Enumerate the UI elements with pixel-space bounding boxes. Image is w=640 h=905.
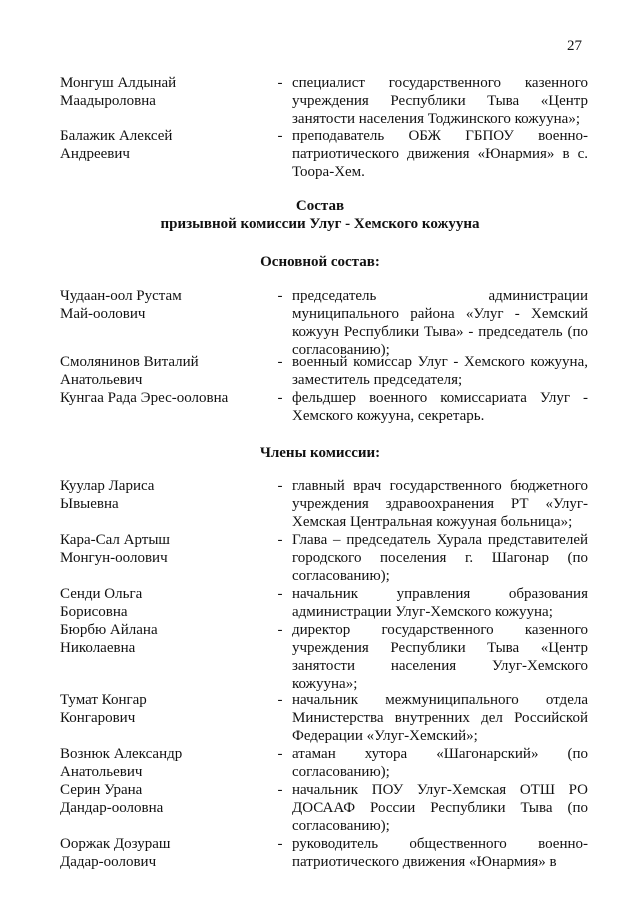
description-line: администрации Улуг-Хемского кожууна; bbox=[292, 604, 553, 620]
section-title: Состав bbox=[295, 198, 345, 214]
position-description bbox=[292, 127, 588, 181]
list-item bbox=[60, 621, 588, 693]
description-line: согласованию); bbox=[292, 342, 390, 358]
main-composition-heading: Основной состав: bbox=[260, 254, 380, 270]
dash-separator: - bbox=[277, 746, 283, 762]
person-name: Чудаан-оол Рустам Май-оолович bbox=[60, 288, 182, 322]
list-item bbox=[60, 781, 588, 835]
dash-separator: - bbox=[277, 75, 283, 91]
page-number: 27 bbox=[567, 38, 582, 54]
dash-separator: - bbox=[277, 586, 283, 602]
description-line: согласованию); bbox=[292, 568, 390, 584]
dash-separator: - bbox=[277, 622, 283, 638]
dash-separator: - bbox=[277, 692, 283, 708]
description-line: специалист государственного казенного bbox=[292, 75, 588, 91]
person-name: Монгуш Алдынай Маадыроловна bbox=[60, 75, 177, 109]
description-line: начальник ПОУ Улуг-Хемская ОТШ РО bbox=[292, 782, 588, 798]
list-item bbox=[60, 531, 588, 585]
list-item bbox=[60, 835, 588, 871]
description-line: начальник управления образования bbox=[292, 586, 588, 602]
description-line: военный комиссар Улуг - Хемского кожууна, bbox=[292, 354, 588, 370]
description-line: председатель администрации bbox=[292, 288, 588, 304]
list-item bbox=[60, 287, 588, 359]
person-name: Ооржак Дозураш Дадар-оолович bbox=[60, 836, 171, 870]
dash-separator: - bbox=[277, 478, 283, 494]
position-description bbox=[292, 585, 588, 621]
description-line: согласованию); bbox=[292, 764, 390, 780]
position-description bbox=[292, 353, 588, 389]
position-description bbox=[292, 835, 588, 871]
description-line: ДОСААФ России Республики Тыва (по bbox=[292, 800, 588, 816]
position-description bbox=[292, 74, 588, 128]
description-line: городского поселения г. Шагонар (по bbox=[292, 550, 588, 566]
person-name: Кара-Сал Артыш Монгун-оолович bbox=[60, 532, 170, 566]
position-description bbox=[292, 745, 588, 781]
description-line: учреждения здравоохранения РТ «Улуг- bbox=[292, 496, 588, 512]
dash-separator: - bbox=[277, 354, 283, 370]
position-description bbox=[292, 781, 588, 835]
position-description bbox=[292, 621, 588, 693]
dash-separator: - bbox=[277, 128, 283, 144]
description-line: директор государственного казенного bbox=[292, 622, 588, 638]
description-line: Тоора-Хем. bbox=[292, 164, 365, 180]
description-line: занятости населения Улуг-Хемского bbox=[292, 658, 588, 674]
description-line: преподаватель ОБЖ ГБПОУ военно- bbox=[292, 128, 588, 144]
list-item bbox=[60, 353, 588, 389]
description-line: Глава – председатель Хурала представителей bbox=[292, 532, 588, 548]
description-line: Хемского кожууна, секретарь. bbox=[292, 408, 485, 424]
dash-separator: - bbox=[277, 390, 283, 406]
section-subtitle: призывной комиссии Улуг - Хемского кожууна bbox=[160, 216, 480, 232]
position-description bbox=[292, 531, 588, 585]
list-item bbox=[60, 74, 588, 128]
members-heading: Члены комиссии: bbox=[259, 445, 381, 461]
description-line: кожууна»; bbox=[292, 676, 358, 692]
description-line: учреждения Республики Тыва «Центр bbox=[292, 93, 588, 109]
description-line: атаман хутора «Шагонарский» (по bbox=[292, 746, 588, 762]
person-name: Серин Урана Дандар-ооловна bbox=[60, 782, 164, 816]
person-name: Тумат Конгар Конгарович bbox=[60, 692, 147, 726]
list-item bbox=[60, 691, 588, 745]
dash-separator: - bbox=[277, 532, 283, 548]
description-line: муниципального района «Улуг - Хемский bbox=[292, 306, 588, 322]
description-line: заместитель председателя; bbox=[292, 372, 463, 388]
description-line: начальник межмуниципального отдела bbox=[292, 692, 588, 708]
description-line: кожуун Республики Тыва» - председатель (по bbox=[292, 324, 588, 340]
dash-separator: - bbox=[277, 288, 283, 304]
position-description bbox=[292, 389, 588, 425]
description-line: Министерства внутренних дел Российской bbox=[292, 710, 588, 726]
description-line: фельдшер военного комиссариата Улуг - bbox=[292, 390, 588, 406]
dash-separator: - bbox=[277, 836, 283, 852]
list-item bbox=[60, 389, 588, 425]
description-line: патриотического движения «Юнармия» в с. bbox=[292, 146, 588, 162]
list-item bbox=[60, 127, 588, 181]
person-name: Балажик Алексей Андреевич bbox=[60, 128, 173, 162]
position-description bbox=[292, 477, 588, 531]
dash-separator: - bbox=[277, 782, 283, 798]
description-line: патриотического движения «Юнармия» в bbox=[292, 854, 557, 870]
description-line: руководитель общественного военно- bbox=[292, 836, 588, 852]
person-name: Бюрбю Айлана Николаевна bbox=[60, 622, 158, 656]
description-line: Федерации «Улуг-Хемский»; bbox=[292, 728, 478, 744]
person-name: Сенди Ольга Борисовна bbox=[60, 586, 143, 620]
list-item bbox=[60, 585, 588, 621]
person-name: Кунгаа Рада Эрес-ооловна bbox=[60, 390, 229, 406]
position-description bbox=[292, 691, 588, 745]
person-name: Вознюк Александр Анатольевич bbox=[60, 746, 183, 780]
list-item bbox=[60, 477, 588, 531]
description-line: занятости населения Тоджинского кожууна»; bbox=[292, 111, 580, 127]
person-name: Куулар Лариса Ывыевна bbox=[60, 478, 155, 512]
description-line: согласованию); bbox=[292, 818, 390, 834]
description-line: Хемская Центральная кожууная больница»; bbox=[292, 514, 573, 530]
description-line: учреждения Республики Тыва «Центр bbox=[292, 640, 588, 656]
position-description bbox=[292, 287, 588, 359]
list-item bbox=[60, 745, 588, 781]
description-line: главный врач государственного бюджетного bbox=[292, 478, 588, 494]
person-name: Смолянинов Виталий Анатольевич bbox=[60, 354, 199, 388]
